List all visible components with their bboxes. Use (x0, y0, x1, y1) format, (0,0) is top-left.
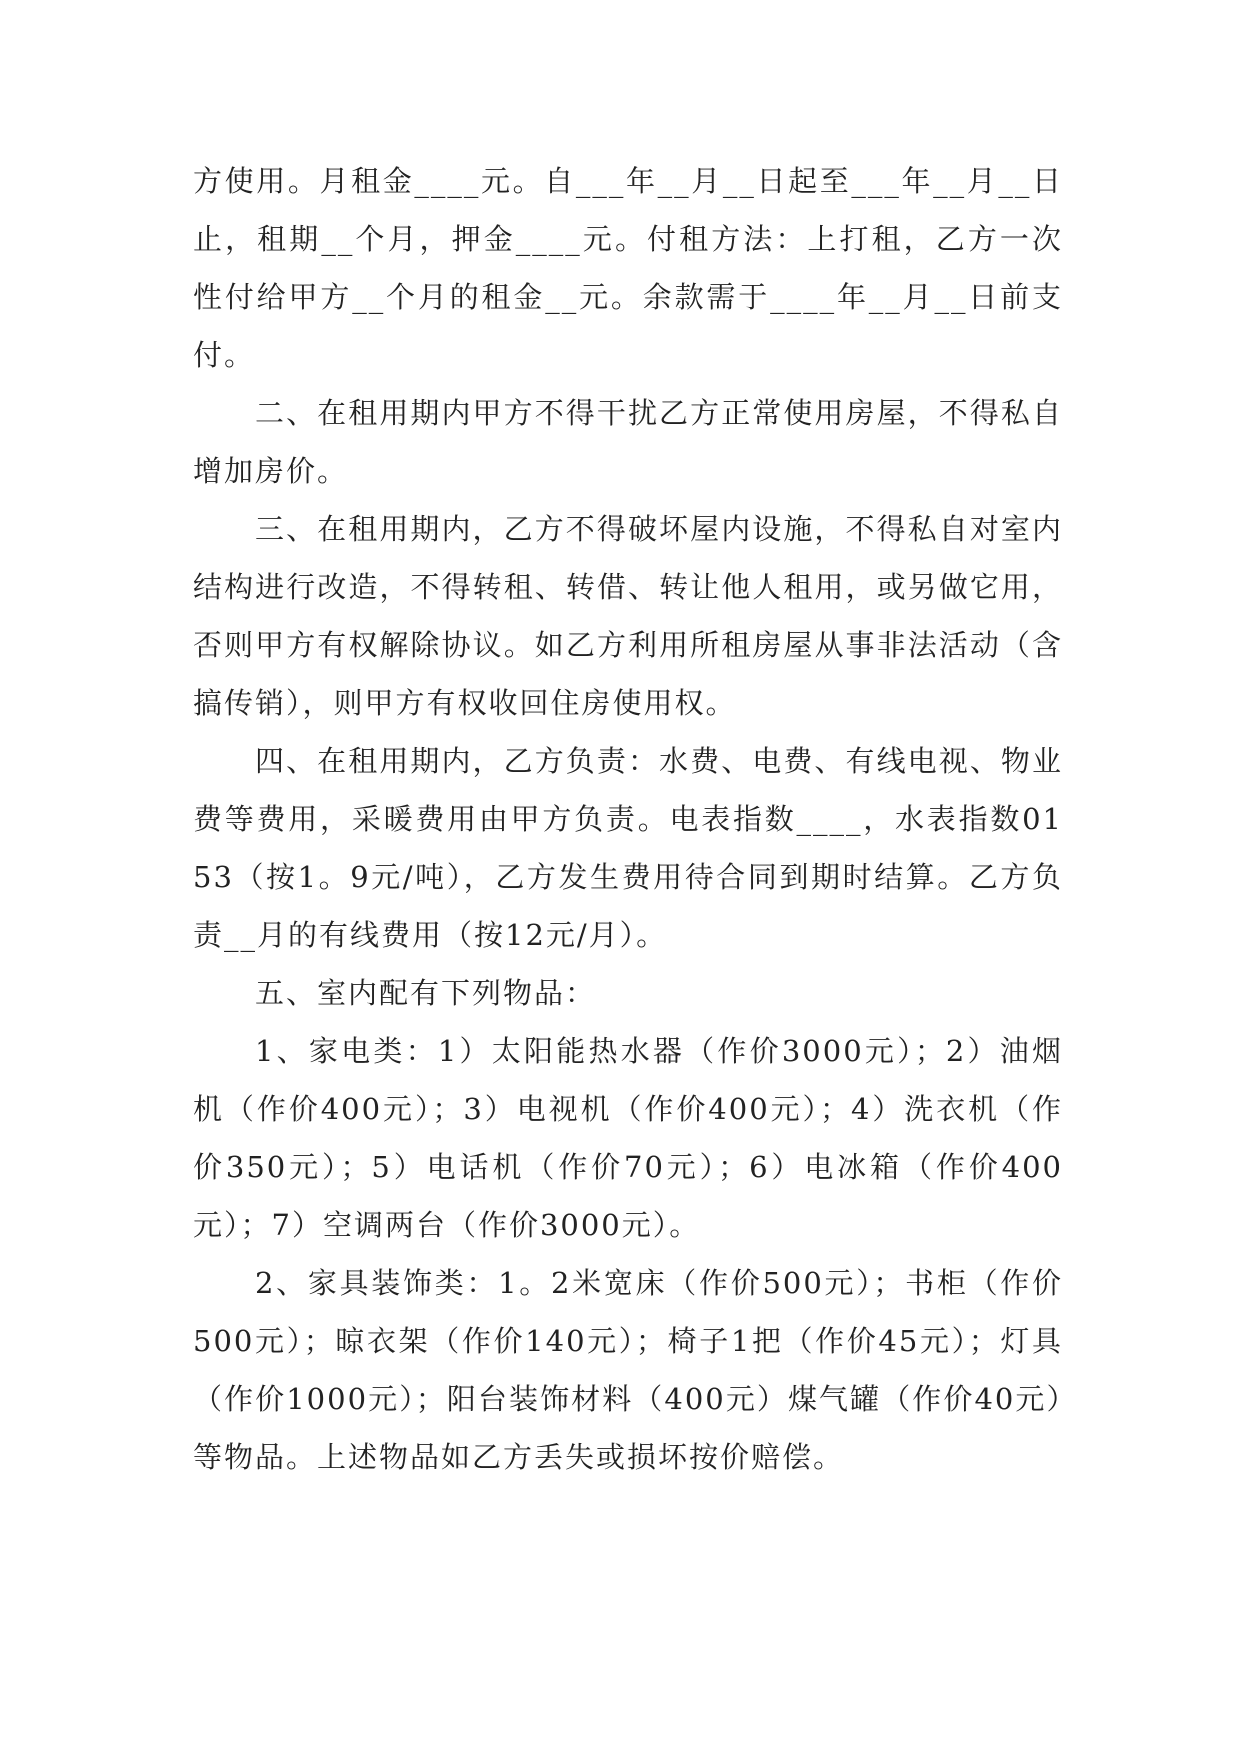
paragraph-clause-three: 三、在租用期内，乙方不得破坏屋内设施，不得私自对室内结构进行改造，不得转租、转借、转让他人租用，或另做它用，否则甲方有权解除协议。如乙方利用所租房屋从事非法活动（含搞传销），则甲方有权收回住房使用权。 (193, 512, 1063, 720)
paragraph-appliances: 1、家电类：1）太阳能热水器（作价3000元）；2）油烟机（作价400元）；3）电视机（作价400元）；4）洗衣机（作价350元）；5）电话机（作价70元）；6）电冰箱（作价400元）；7）空调两台（作价3000元）。 (193, 1034, 1063, 1242)
paragraph-clause-two: 二、在租用期内甲方不得干扰乙方正常使用房屋，不得私自增加房价。 (193, 396, 1063, 488)
paragraph-rent-terms: 方使用。月租金____元。自___年__月__日起至___年__月__日止，租期__个月，押金____元。付租方法：上打租，乙方一次性付给甲方__个月的租金__元。余款需于____年__月__日前支付。 (193, 164, 1063, 372)
paragraph-furniture: 2、家具装饰类：1。2米宽床（作价500元）；书柜（作价500元）；晾衣架（作价140元）；椅子1把（作价45元）；灯具（作价1000元）；阳台装饰材料（400元）煤气罐（作价40元）等物品。上述物品如乙方丢失或损坏按价赔偿。 (193, 1266, 1063, 1474)
paragraph-clause-four: 四、在租用期内，乙方负责：水费、电费、有线电视、物业费等费用，采暖费用由甲方负责。电表指数____，水表指数0153（按1。9元/吨），乙方发生费用待合同到期时结算。乙方负责__月的有线费用（按12元/月）。 (193, 744, 1063, 952)
paragraph-clause-five: 五、室内配有下列物品： (255, 976, 597, 1010)
document-body (193, 152, 1063, 1486)
